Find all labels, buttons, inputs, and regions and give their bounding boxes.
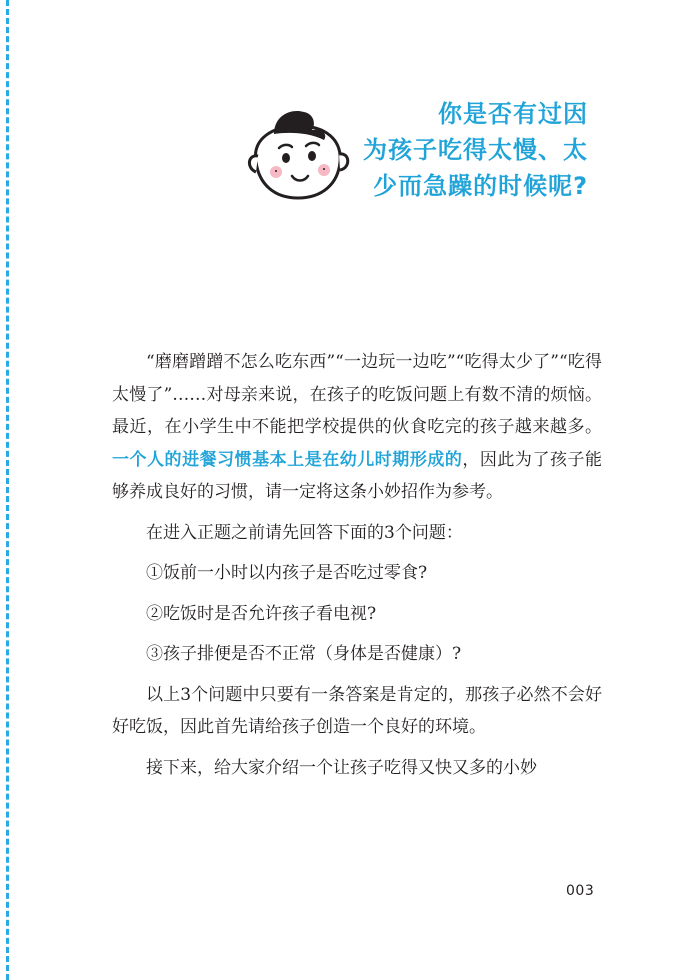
question-2: ②吃饭时是否允许孩子看电视? [146, 603, 377, 624]
question-1: ①饭前一小时以内孩子是否吃过零食? [146, 563, 428, 583]
left-dashed-border [0, 0, 9, 980]
paragraph-intro-text: “磨磨蹭蹭不怎么吃东西”“一边玩一边吃”“吃得太少了”“吃得太慢了”……对母亲来说，在孩子的吃饭问题上有数不清的烦恼。最近，在小学生中不能把学校提供的伙食吃完的孩子越来越多。 [112, 352, 602, 437]
body-text [112, 346, 602, 792]
headline-line-3: 少而急躁的时候呢? [373, 172, 588, 200]
page-number: 003 [566, 883, 595, 899]
paragraph-conclusion: 以上3个问题中只要有一条答案是肯定的，那孩子必然不会好好吃饭，因此首先请给孩子创造一个良好的环境。 [112, 684, 602, 737]
baby-face-icon [244, 104, 354, 204]
highlight-text: 一个人的进餐习惯基本上是在幼儿时期形成的 [112, 449, 463, 470]
paragraph-intro [112, 346, 602, 509]
headline-line-1: 你是否有过因 [438, 100, 588, 128]
question-3: ③孩子排便是否不正常（身体是否健康）? [146, 644, 462, 664]
headline-line-2: 为孩子吃得太慢、太 [363, 136, 588, 164]
paragraph-intro-tail: ，因此为了孩子能够养成良好的习惯，请一定将这条小妙招作为参考。 [112, 449, 603, 502]
paragraph-questions-lead: 在进入正题之前请先回答下面的3个问题： [146, 522, 463, 543]
paragraph-next: 接下来，给大家介绍一个让孩子吃得又快又多的小妙 [146, 757, 537, 778]
headline [348, 96, 588, 204]
